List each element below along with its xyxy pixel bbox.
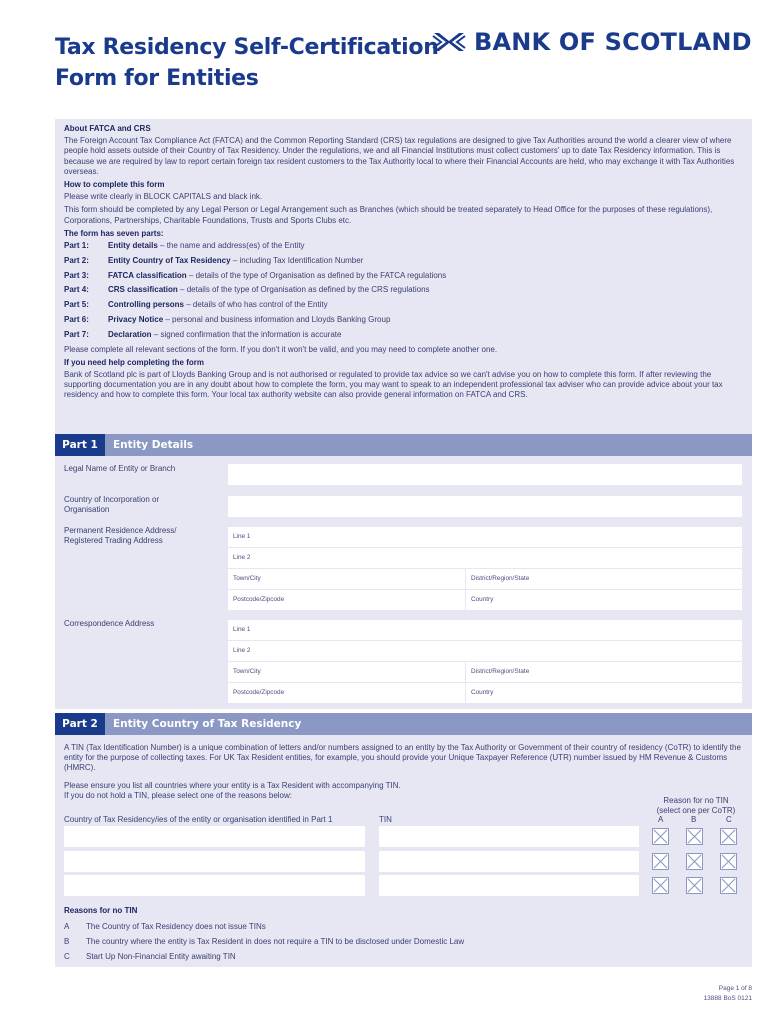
parts-list-item	[64, 256, 744, 266]
perm-address-line1-field[interactable]	[228, 527, 742, 547]
corr-district-field[interactable]	[466, 662, 742, 682]
cross-icon	[721, 878, 736, 893]
reason-letter: C	[64, 952, 70, 961]
part-name: CRS classification	[108, 285, 178, 295]
parts-heading: The form has seven parts:	[64, 228, 164, 238]
perm-country-field[interactable]	[466, 590, 742, 610]
reason-header-line-1: Reason for no TIN	[663, 796, 729, 805]
part2-title: Entity Country of Tax Residency	[113, 718, 302, 730]
reason-c-checkbox[interactable]	[720, 828, 737, 845]
parts-list-item	[64, 241, 744, 251]
saltire-icon	[432, 30, 466, 54]
part-number: Part 2:	[64, 255, 89, 265]
page-title	[55, 32, 439, 94]
how-text-2: This form should be completed by any Legal Person or Legal Arrangement such as Branches (which should be treated separately to Head Office for the purposes of these regulations), Corporations, Partnerships, Charitable Foundations, Trusts and Sports Clubs etc.	[64, 205, 713, 225]
corr-country-field[interactable]	[466, 683, 742, 703]
col-c-header: C	[726, 815, 732, 824]
reason-text: The country where the entity is Tax Resident in does not require a TIN to be disclosed under Domestic Law	[86, 937, 465, 946]
help-heading: If you need help completing the form	[64, 357, 205, 367]
part-desc: – details of the type of Organisation as defined by the CRS regulations	[177, 285, 430, 295]
corr-town-field[interactable]	[228, 662, 465, 682]
field-caption: Country	[471, 689, 494, 696]
document-code: 13888 BoS 0121	[703, 995, 752, 1002]
country-residency-field-3[interactable]	[64, 875, 365, 896]
how-heading: How to complete this form	[64, 180, 165, 190]
cross-icon	[653, 829, 668, 844]
reason-text: Start Up Non-Financial Entity awaiting TIN	[86, 952, 236, 961]
reason-a-checkbox[interactable]	[652, 828, 669, 845]
tin-intro-text: A TIN (Tax Identification Number) is a unique combination of letters and/or numbers assigned to an entity by the Tax Authority or Government of their country of residency (CoTR) to identify the entity for the purpose of collecting taxes. For UK Tax Resident entities, for example, you should provide your Unique Taxpayer Reference (UTR) number issued by HM Revenue & Customs (HMRC).	[64, 743, 741, 773]
reason-a-checkbox[interactable]	[652, 853, 669, 870]
parts-list-item	[64, 271, 744, 281]
corr-address-line2-field[interactable]	[228, 641, 742, 661]
list-note-2: If you do not hold a TIN, please select one of the reasons below:	[64, 791, 292, 800]
part-name: Entity Country of Tax Residency	[108, 255, 231, 265]
part1-number: Part 1	[55, 434, 105, 456]
cross-icon	[687, 854, 702, 869]
parts-list	[64, 241, 744, 340]
reason-letter: A	[64, 922, 70, 931]
corr-postcode-field[interactable]	[228, 683, 465, 703]
part-number: Part 5:	[64, 300, 89, 310]
field-caption: Postcode/Zipcode	[233, 596, 285, 603]
reason-c-checkbox[interactable]	[720, 877, 737, 894]
tin-field-3[interactable]	[379, 875, 639, 896]
perm-district-field[interactable]	[466, 569, 742, 589]
how-text-1: Please write clearly in BLOCK CAPITALS and black ink.	[64, 192, 263, 202]
part-number: Part 4:	[64, 285, 89, 295]
country-incorporation-label: Country of Incorporation or Organisation	[64, 495, 160, 514]
reason-letter: B	[64, 937, 70, 946]
parts-list-item	[64, 315, 744, 325]
field-caption: Line 1	[233, 626, 251, 633]
reasons-heading: Reasons for no TIN	[64, 906, 138, 915]
part-name: Entity details	[108, 241, 158, 251]
about-heading: About FATCA and CRS	[64, 124, 151, 133]
field-caption: Town/City	[233, 668, 261, 675]
reason-c-checkbox[interactable]	[720, 853, 737, 870]
part2-panel	[55, 735, 752, 967]
part-name: Declaration	[108, 329, 152, 339]
perm-town-field[interactable]	[228, 569, 465, 589]
about-text: The Foreign Account Tax Compliance Act (FATCA) and the Common Reporting Standard (CRS) tax regulations are designed to give Tax Authorities around the world a clearer view of where people hold assets outside of their Country of Tax Residency. Under the regulations, we and all Financial Institutions must collect customers' up to date Tax Residency information. This is because we are required by law to report certain foreign tax resident customers to the Tax Authority local to where their Financial Accounts are held, who may exchange it with Tax Authorities overseas.	[64, 136, 735, 176]
cross-icon	[721, 854, 736, 869]
complete-note: Please complete all relevant sections of the form. If you don't it won't be valid, and you may need to complete another one.	[64, 344, 498, 354]
part1-header-bar	[55, 434, 752, 456]
part2-number: Part 2	[55, 713, 105, 735]
part-desc: – details of the type of Organisation as defined by the FATCA regulations	[186, 270, 447, 280]
country-incorporation-field[interactable]	[228, 496, 742, 517]
legal-name-label: Legal Name of Entity or Branch	[64, 464, 176, 473]
country-residency-field-2[interactable]	[64, 851, 365, 872]
page-number: Page 1 of 8	[718, 985, 752, 992]
field-caption: Line 2	[233, 554, 251, 561]
part-number: Part 1:	[64, 241, 89, 251]
part-number: Part 6:	[64, 315, 89, 325]
reason-b-checkbox[interactable]	[686, 853, 703, 870]
corr-address-line1-field[interactable]	[228, 620, 742, 640]
part-name: FATCA classification	[108, 270, 187, 280]
reason-header	[641, 796, 751, 816]
field-caption: Line 2	[233, 647, 251, 654]
part1-panel	[55, 456, 752, 709]
field-caption: Line 1	[233, 533, 251, 540]
reason-b-checkbox[interactable]	[686, 877, 703, 894]
part-name: Controlling persons	[108, 300, 184, 310]
cross-icon	[653, 878, 668, 893]
cross-icon	[687, 829, 702, 844]
parts-list-item	[64, 330, 744, 340]
part-desc: – personal and business information and Lloyds Banking Group	[163, 315, 391, 325]
col-a-header: A	[658, 815, 664, 824]
field-caption: Country	[471, 596, 494, 603]
part-number: Part 3:	[64, 270, 89, 280]
part1-title: Entity Details	[113, 439, 194, 451]
part-desc: – signed confirmation that the information is accurate	[151, 329, 342, 339]
correspondence-address-label: Correspondence Address	[64, 619, 155, 628]
legal-name-field[interactable]	[228, 464, 742, 485]
tin-field-1[interactable]	[379, 826, 639, 847]
col-b-header: B	[691, 815, 697, 824]
field-caption: District/Region/State	[471, 575, 530, 582]
parts-list-item	[64, 285, 744, 295]
perm-address-line2-field[interactable]	[228, 548, 742, 568]
tin-field-2[interactable]	[379, 851, 639, 872]
reason-a-checkbox[interactable]	[652, 877, 669, 894]
reason-b-checkbox[interactable]	[686, 828, 703, 845]
list-note-1: Please ensure you list all countries where your entity is a Tax Resident with accompanying TIN.	[64, 781, 401, 790]
reason-header-line-2: (select one per CoTR)	[656, 806, 736, 815]
intro-panel	[55, 119, 752, 434]
field-caption: Postcode/Zipcode	[233, 689, 285, 696]
parts-list-item	[64, 300, 744, 310]
cross-icon	[721, 829, 736, 844]
part-desc: – details of who has control of the Entity	[184, 300, 328, 310]
col-tin-header: TIN	[379, 815, 392, 824]
logo-text: BANK OF SCOTLAND	[474, 28, 752, 56]
part-name: Privacy Notice	[108, 315, 164, 325]
part2-header-bar	[55, 713, 752, 735]
cross-icon	[687, 878, 702, 893]
title-line-1: Tax Residency Self-Certification	[55, 35, 439, 60]
permanent-address-label: Permanent Residence Address/ Registered Trading Address	[64, 526, 177, 545]
field-caption: District/Region/State	[471, 668, 530, 675]
country-residency-field-1[interactable]	[64, 826, 365, 847]
col-country-header: Country of Tax Residency/ies of the entity or organisation identified in Part 1	[64, 815, 333, 824]
part-desc: – including Tax Identification Number	[230, 255, 364, 265]
title-line-2: Form for Entities	[55, 66, 259, 91]
perm-postcode-field[interactable]	[228, 590, 465, 610]
field-caption: Town/City	[233, 575, 261, 582]
part-number: Part 7:	[64, 329, 89, 339]
cross-icon	[653, 854, 668, 869]
part-desc: – the name and address(es) of the Entity	[157, 241, 305, 251]
bank-logo	[432, 28, 752, 56]
reason-text: The Country of Tax Residency does not issue TINs	[86, 922, 266, 931]
help-text: Bank of Scotland plc is part of Lloyds Banking Group and is not authorised or regulated to provide tax advice so we can't advise you on how to complete this form. If after reviewing the supporting documentation you are in any doubt about how to complete the form, you may want to speak to an independent professional tax adviser who can provide advice about your tax residency and how to complete this form. Your local tax authority website can also provide general information on FATCA and CRS.	[64, 370, 723, 400]
